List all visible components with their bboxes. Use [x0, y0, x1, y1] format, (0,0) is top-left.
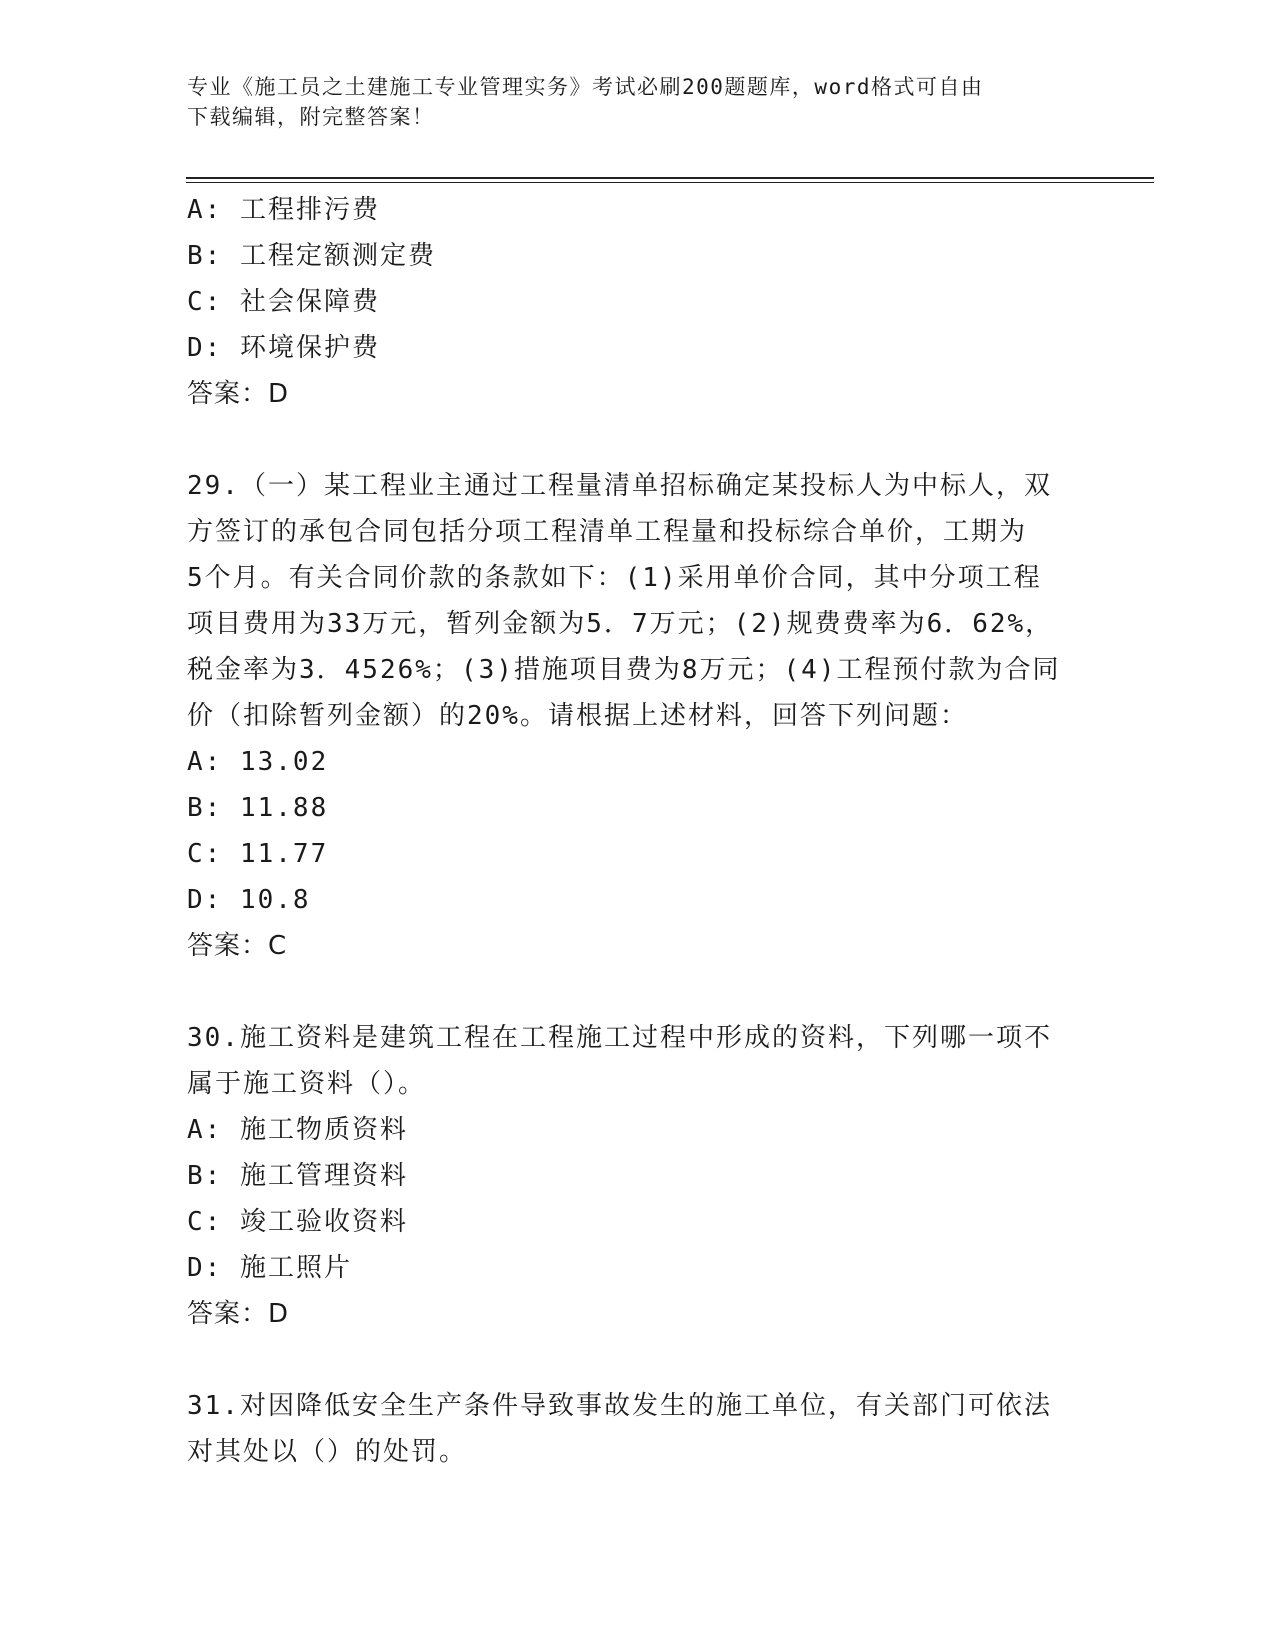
- header-divider-thin: [186, 182, 1154, 183]
- option-d: D: 环境保护费: [187, 333, 380, 363]
- spacer: [187, 417, 1077, 463]
- option-d: D: 10.8: [187, 885, 311, 915]
- option-a: A: 工程排污费: [187, 195, 380, 225]
- option-c: C: 竣工验收资料: [187, 1207, 408, 1237]
- option-b: B: 工程定额测定费: [187, 241, 436, 271]
- spacer: [187, 969, 1077, 1015]
- question-stem-line: 税金率为3．4526%；(3)措施项目费为8万元；(4)工程预付款为合同: [187, 655, 1061, 685]
- header-line-2: 下载编辑，附完整答案！: [187, 105, 435, 129]
- header-divider-thick: [186, 177, 1154, 179]
- answer-line: 答案：D: [187, 379, 290, 409]
- question-stem-line: 对其处以（）的处罚。: [187, 1437, 468, 1467]
- question-content: [187, 187, 1077, 1475]
- answer-line: 答案：D: [187, 1299, 290, 1329]
- option-d: D: 施工照片: [187, 1253, 352, 1283]
- option-a: A: 施工物质资料: [187, 1115, 408, 1145]
- spacer: [187, 1337, 1077, 1383]
- question-stem-line: 31.对因降低安全生产条件导致事故发生的施工单位，有关部门可依法: [187, 1391, 1052, 1421]
- question-29-block: [187, 463, 1077, 969]
- question-stem-line: 5个月。有关合同价款的条款如下：(1)采用单价合同，其中分项工程: [187, 563, 1042, 593]
- question-31-block: [187, 1383, 1077, 1475]
- question-stem-line: 方签订的承包合同包括分项工程清单工程量和投标综合单价，工期为: [187, 517, 1028, 547]
- option-b: B: 11.88: [187, 793, 329, 823]
- answer-line: 答案：C: [187, 931, 288, 961]
- option-a: A: 13.02: [187, 747, 329, 777]
- option-b: B: 施工管理资料: [187, 1161, 408, 1191]
- question-stem-line: 30.施工资料是建筑工程在工程施工过程中形成的资料，下列哪一项不: [187, 1023, 1052, 1053]
- question-stem-line: 项目费用为33万元，暂列金额为5．7万元；(2)规费费率为6．62%，: [187, 609, 1054, 639]
- option-c: C: 社会保障费: [187, 287, 380, 317]
- question-stem-line: 属于施工资料（）。: [187, 1069, 427, 1099]
- question-28-block: [187, 187, 1077, 417]
- question-stem-line: 29.（一）某工程业主通过工程量清单招标确定某投标人为中标人，双: [187, 471, 1052, 501]
- option-c: C: 11.77: [187, 839, 329, 869]
- question-stem-line: 价（扣除暂列金额）的20%。请根据上述材料，回答下列问题：: [187, 701, 968, 731]
- header-line-1: 专业《施工员之土建施工专业管理实务》考试必刷200题题库，word格式可自由: [187, 75, 984, 99]
- question-30-block: [187, 1015, 1077, 1337]
- document-header: [187, 72, 1067, 132]
